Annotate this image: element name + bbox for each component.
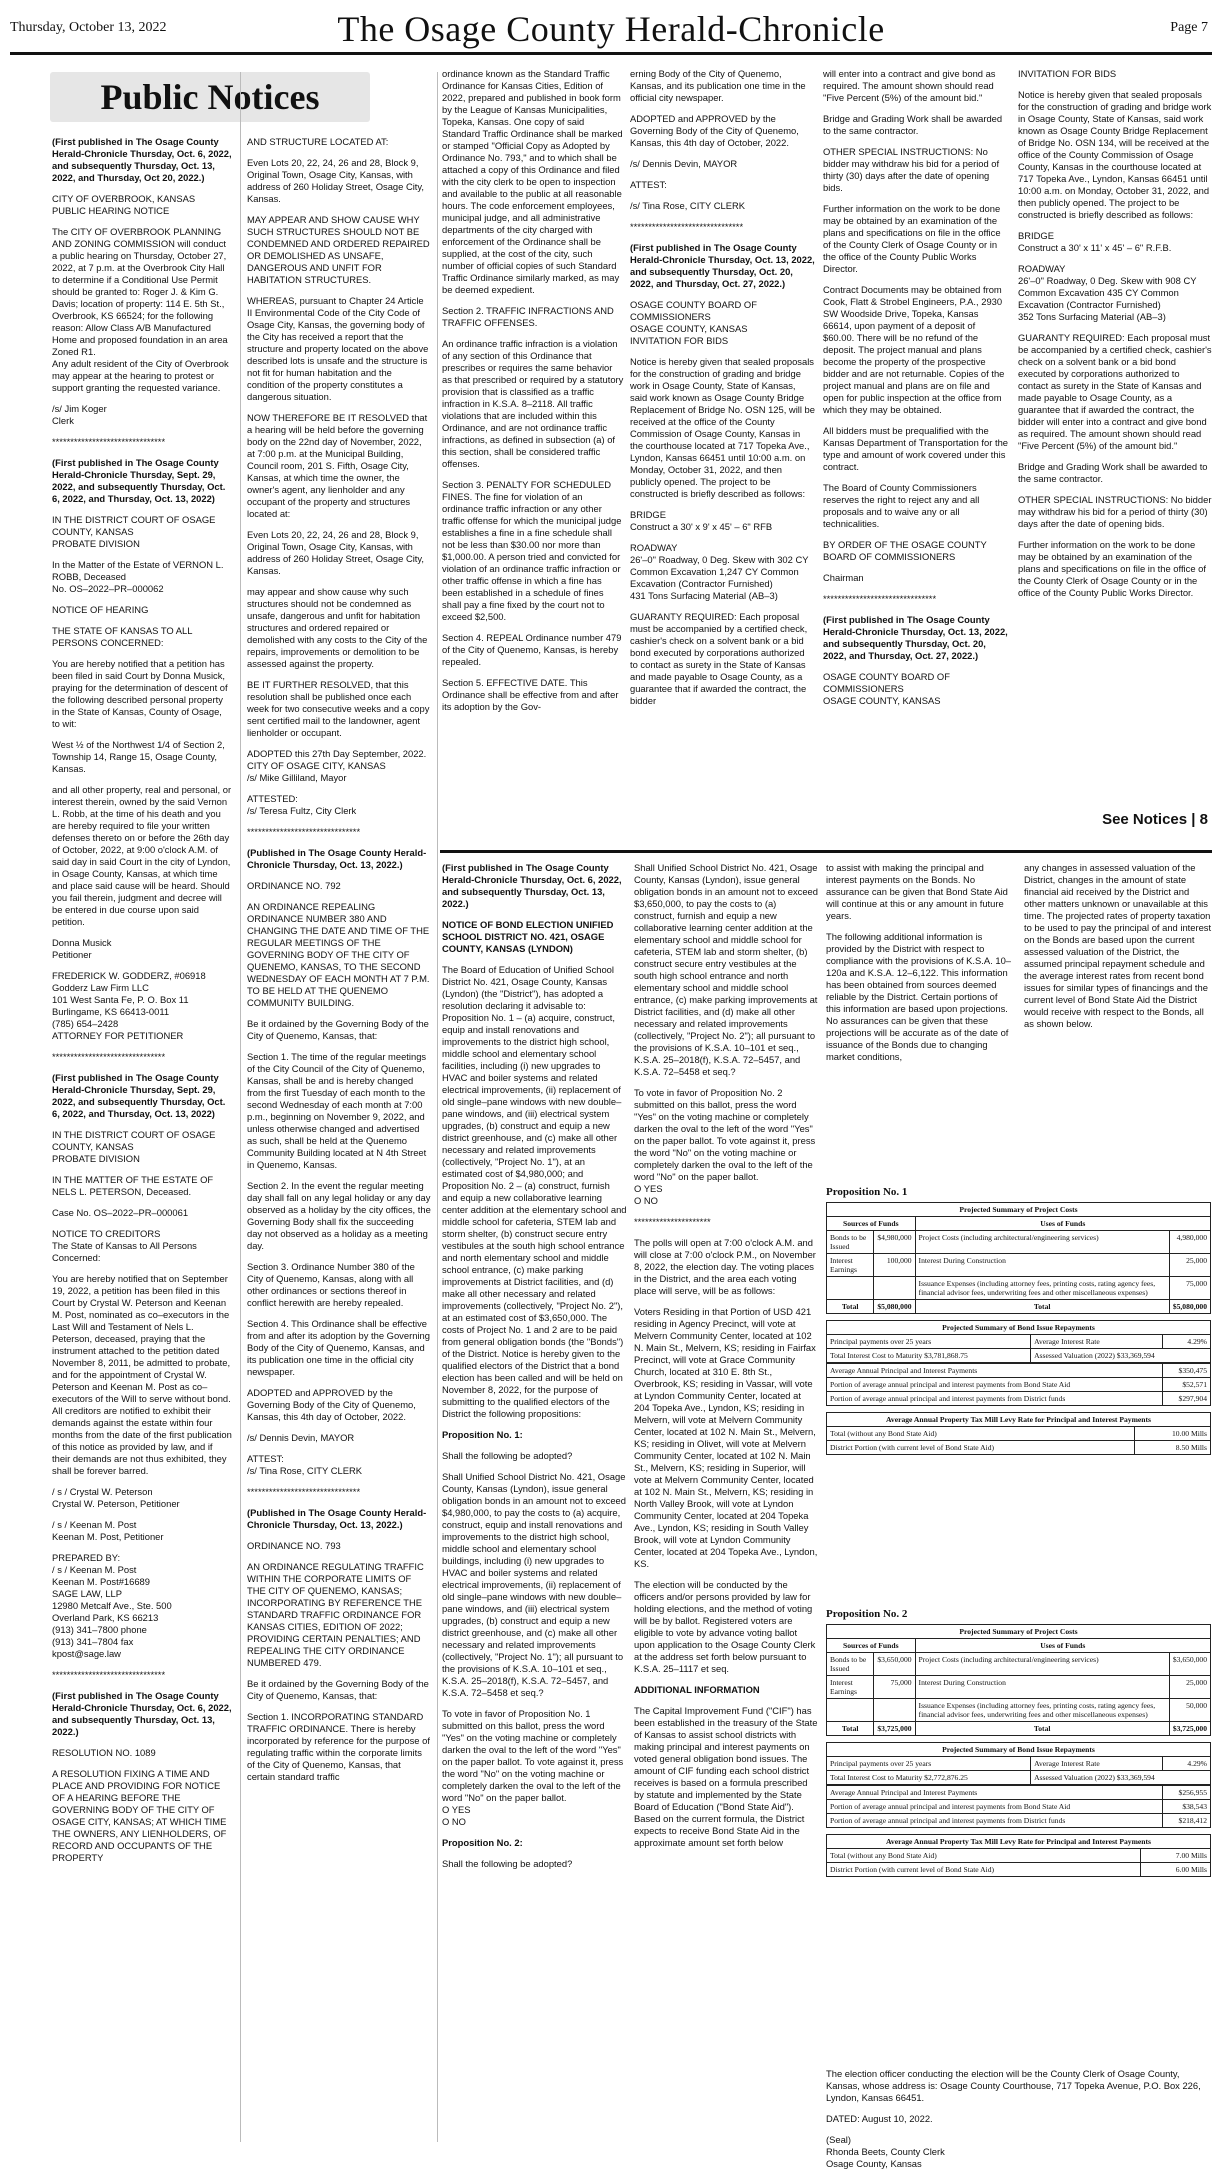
notice-paragraph: CITY OF OVERBROOK, KANSAS PUBLIC HEARING NOTICE bbox=[52, 193, 196, 216]
notice-paragraph: Shall the following be adopted? bbox=[442, 1450, 573, 1461]
table-cell: $5,080,000 bbox=[1169, 1300, 1210, 1314]
table-cell: Assessed Valuation (2022) $33,369,594 bbox=[1031, 1771, 1211, 1785]
notice-paragraph: NOTICE TO CREDITORS The State of Kansas to All Persons Concerned: bbox=[52, 1228, 197, 1263]
notice-paragraph: The polls will open at 7:00 o'clock A.M. and will close at 7:00 o'clock P.M., on November 8, 2022, the election day. The voting places in the District, and the area each voting place will serve, will be as follows: bbox=[634, 1237, 816, 1296]
notice-paragraph: ROADWAY 26'–0" Roadway, 0 Deg. Skew with 908 CY Common Excavation 435 CY Common Excavation (Contractor Furnished) 352 Tons Surfacing Material (AB–3) bbox=[1018, 263, 1197, 322]
notice-paragraph: INVITATION FOR BIDS bbox=[1018, 68, 1117, 79]
table-cell: $297,904 bbox=[1162, 1392, 1210, 1406]
notice-paragraph: You are hereby notified that a petition has been filed in said Court by Donna Musick, praying for the determination of descent of the following described personal property in the State of Kansas, County of Osage, to wit: bbox=[52, 658, 228, 729]
notice-paragraph: Be it ordained by the Governing Body of the City of Quenemo, Kansas, that: bbox=[247, 1678, 429, 1701]
table-cell: 4.29% bbox=[1162, 1335, 1210, 1349]
notice-paragraph: PREPARED BY: / s / Keenan M. Post Keenan M. Post#16689 SAGE LAW, LLP 12980 Metcalf Ave., Ste. 500 Overland Park, KS 66213 (913) 341–7800 phone (913) 341–7804 fax kpost@sage.law bbox=[52, 1552, 172, 1659]
notice-paragraph: Even Lots 20, 22, 24, 26 and 28, Block 9, Original Town, Osage City, Kansas, with address of 260 Holiday Street, Osage City, Kansas. bbox=[247, 529, 424, 576]
notice-paragraph: The Board of County Commissioners reserves the right to reject any and all proposals and to waive any or all technicalities. bbox=[823, 482, 980, 529]
notice-paragraph: OSAGE COUNTY BOARD OF COMMISSIONERS OSAGE COUNTY, KANSAS INVITATION FOR BIDS bbox=[630, 299, 757, 346]
notice-paragraph: ORDINANCE NO. 793 bbox=[247, 1540, 341, 1551]
issue-date: Thursday, October 13, 2022 bbox=[10, 20, 167, 35]
table-cell: 25,000 bbox=[1169, 1254, 1210, 1277]
table-cell: $5,080,000 bbox=[874, 1300, 915, 1314]
notice-paragraph: THE STATE OF KANSAS TO ALL PERSONS CONCERNED: bbox=[52, 625, 193, 648]
table-cell bbox=[874, 1699, 915, 1722]
data-table bbox=[826, 1320, 1211, 1363]
notice-paragraph: Case No. OS–2022–PR–000061 bbox=[52, 1207, 189, 1218]
column-divider bbox=[437, 72, 438, 2142]
table-cell: Total Interest Cost to Maturity $2,772,876.25 bbox=[827, 1771, 1031, 1785]
table-cell: Issuance Expenses (including attorney fees, printing costs, rating agency fees, financial advisor fees, underwriting fees and other miscellaneous expenses) bbox=[915, 1277, 1169, 1300]
table-cell: Interest Earnings bbox=[827, 1254, 874, 1277]
notice-paragraph: Section 3. Ordinance Number 380 of the City of Quenemo, Kansas, along with all other ordinances or sections thereof in conflict herewith are hereby repealed. bbox=[247, 1261, 415, 1308]
notice-paragraph: The election will be conducted by the officers and/or persons provided by law for holding elections, and the method of voting will be by ballot. Registered voters are eligible to vote by advance voting ballot upon application to the Osage County Clerk at the address set forth below pursuant to K.S.A. 25–1117 et seq. bbox=[634, 1579, 816, 1674]
notice-paragraph: Shall Unified School District No. 421, Osage County, Kansas (Lyndon), issue general obligation bonds in an amount not to exceed $3,650,000, to pay the costs to (a) construct, furnish and equip a new collaborative learning center addition at the elementary school and middle school for cafeteria, STEM lab and storm shelter, (b) construct secure entry vestibules at the south high school entrance and north elementary school and middle school entrance, (c) make parking improvements at District facilities, and (d) make all other necessary and related improvements (collectively, "Project No. 2"); all pursuant to the provisions of K.S.A. 10–101 et seq., K.S.A. 25–2018(f), K.S.A. 72–5457, and K.S.A. 72–5458 et seq.? bbox=[634, 862, 818, 1077]
data-table bbox=[826, 1742, 1211, 1785]
column-11 bbox=[826, 2068, 1212, 2169]
table-row bbox=[827, 1217, 1211, 1231]
table-cell: 100,000 bbox=[874, 1254, 915, 1277]
notice-paragraph: To vote in favor of Proposition No. 2 submitted on this ballot, press the word "Yes" on the voting machine or completely darken the oval to the left of the word "Yes" on the paper ballot. To vote against it, press the word "No" on the voting machine or completely darken the oval to the left of the word "No" on the paper ballot. O YES O NO bbox=[634, 1087, 816, 1206]
column-1 bbox=[52, 136, 232, 2146]
notice-paragraph: Chairman bbox=[823, 572, 864, 583]
table-cell: $256,955 bbox=[1162, 1786, 1210, 1800]
table-row bbox=[827, 1771, 1211, 1785]
notice-paragraph: ATTEST: /s/ Tina Rose, CITY CLERK bbox=[247, 1453, 362, 1476]
table-cell: Projected Summary of Project Costs bbox=[827, 1625, 1211, 1639]
table-cell: $4,980,000 bbox=[874, 1231, 915, 1254]
table-cell: Portion of average annual principal and interest payments from District funds bbox=[827, 1814, 1163, 1828]
notice-paragraph: Section 4. This Ordinance shall be effective from and after its adoption by the Governing Body of the City of Quenemo, Kansas, and its publication one time in the official city newspaper. bbox=[247, 1318, 430, 1377]
notice-paragraph: / s / Keenan M. Post Keenan M. Post, Petitioner bbox=[52, 1519, 164, 1542]
notice-paragraph: BE IT FURTHER RESOLVED, that this resolution shall be published once each week for two consecutive weeks and a copy sent certified mail to the landowner, agent lienholder or occupant. bbox=[247, 679, 430, 738]
notice-paragraph: IN THE MATTER OF THE ESTATE OF NELS L. PETERSON, Deceased. bbox=[52, 1174, 214, 1197]
column-8 bbox=[634, 862, 818, 2147]
notice-paragraph: ATTEST: bbox=[630, 179, 667, 190]
notice-paragraph: ******************************* bbox=[823, 593, 937, 604]
notice-paragraph: erning Body of the City of Quenemo, Kansas, and its publication one time in the official city newspaper. bbox=[630, 68, 806, 103]
notice-paragraph: ********************* bbox=[634, 1216, 711, 1227]
notice-paragraph: ORDINANCE NO. 792 bbox=[247, 880, 341, 891]
notice-paragraph: RESOLUTION NO. 1089 bbox=[52, 1747, 156, 1758]
see-notices bbox=[1018, 808, 1208, 838]
notice-paragraph: Contract Documents may be obtained from Cook, Flatt & Strobel Engineers, P.A., 2930 SW Woodside Drive, Topeka, Kansas 66614, upon payment of a deposit of $60.00. There will be no refund of the deposit. The project manual and plans become the property of the prospective bidder and are not returnable. Copies of the project manual and plans are on file and open for public inspection at the office from which they may be obtained. bbox=[823, 284, 1005, 415]
table-cell: $3,650,000 bbox=[874, 1653, 915, 1676]
data-table bbox=[826, 1412, 1211, 1455]
notice-paragraph: ADOPTED and APPROVED by the Governing Body of the City of Quenemo, Kansas, this 4th day of October, 2022. bbox=[630, 113, 799, 148]
notice-paragraph: Bridge and Grading Work shall be awarded to the same contractor. bbox=[823, 113, 1003, 136]
notice-paragraph: WHEREAS, pursuant to Chapter 24 Article II Environmental Code of the City Code of Osage City, Kansas, the governing body of the City has received a report that the structure and property located on the above described lots is unsafe and the structure is not fit for human habitation and the condition of the property constitutes a dangerous situation. bbox=[247, 295, 429, 402]
table-cell: Assessed Valuation (2022) $33,369,594 bbox=[1031, 1349, 1211, 1363]
table-cell: $3,725,000 bbox=[874, 1722, 915, 1736]
column-10 bbox=[1024, 862, 1212, 1182]
proposition-heading: Proposition No. 1 bbox=[826, 1186, 908, 1198]
page-number: Page 7 bbox=[1170, 20, 1208, 35]
notice-paragraph: and all other property, real and personal, or interest therein, owned by the said Vernon L. Robb, at the time of his death and you are hereby required to file your written defenses thereto on or before the 26th day of October, 2022, at 9:00 o'clock A.M. of said day in said Court in the city of Lyndon, in Osage County, Kansas, at which time and place said cause will be heard. Should you fail therein, judgment and decree will be entered in due course upon said petition. bbox=[52, 784, 232, 927]
table-cell: $38,543 bbox=[1162, 1800, 1210, 1814]
table-cell: Average Interest Rate bbox=[1031, 1335, 1163, 1349]
table-row bbox=[827, 1786, 1211, 1800]
notice-paragraph: GUARANTY REQUIRED: Each proposal must be accompanied by a certified check, cashier's check on a solvent bank or a bid bond executed by corporations authorized to contact as surety in the State of Kansas and made payable to Osage County, as a guarantee that if awarded the contract, the bidder will enter into a contract and give bond as required. The amount shown should read "Five Percent (5%) of the amount bid." bbox=[1018, 332, 1212, 451]
table-cell: 7.00 Mills bbox=[1140, 1849, 1210, 1863]
notice-paragraph: NOW THEREFORE BE IT RESOLVED that a hearing will be held before the governing body on the 22nd day of November, 2022, at 7:00 p.m. at the Municipal Building, Council room, 201 S. Fifth, Osage City, Kansas, at which time the owner, the owner's agent, any lienholder and any occupant of the property and structures located at: bbox=[247, 412, 428, 519]
notice-paragraph: /s/ Jim Koger Clerk bbox=[52, 403, 107, 426]
column-divider bbox=[240, 72, 241, 2142]
table-cell: Project Costs (including architectural/engineering services) bbox=[915, 1231, 1169, 1254]
table-cell: Portion of average annual principal and interest payments from Bond State Aid bbox=[827, 1378, 1163, 1392]
table-cell bbox=[827, 1699, 874, 1722]
table-row bbox=[827, 1335, 1211, 1349]
table-cell: Average Annual Property Tax Mill Levy Rate for Principal and Interest Payments bbox=[827, 1835, 1211, 1849]
data-table bbox=[826, 1202, 1211, 1314]
notice-paragraph: AND STRUCTURE LOCATED AT: bbox=[247, 136, 389, 147]
notice-paragraph: ordinance known as the Standard Traffic Ordinance for Kansas Cities, Edition of 2022, prepared and published in book form by the League of Kansas Municipalities, Topeka, Kansas. One copy of said Standard Traffic Ordinance shall be marked or stamped "Official Copy as Adopted by Ordinance No. 793," and to which shall be attached a copy of this Ordinance and filed with the city clerk to be open to inspection and available to the public at all reasonable hours. The code enforcement employees, municipal judge, and all administrative departments of the city charged with enforcement of the Ordinance shall be supplied, at the cost of the city, such number of official copies of such Standard Traffic Ordinance similarly marked, as may be deemed expedient. bbox=[442, 68, 623, 295]
proposition-2-tables bbox=[826, 1608, 1211, 1877]
table-cell: Bonds to be Issued bbox=[827, 1231, 874, 1254]
table-row bbox=[827, 1392, 1211, 1406]
table-row bbox=[827, 1378, 1211, 1392]
table-row bbox=[827, 1653, 1211, 1676]
table-row bbox=[827, 1757, 1211, 1771]
table-cell: 4.29% bbox=[1162, 1757, 1210, 1771]
notice-paragraph: IN THE DISTRICT COURT OF OSAGE COUNTY, KANSAS PROBATE DIVISION bbox=[52, 514, 216, 549]
notice-paragraph: OTHER SPECIAL INSTRUCTIONS: No bidder may withdraw his bid for a period of thirty (30) days after the date of opening bids. bbox=[1018, 494, 1212, 529]
masthead: The Osage County Herald-Chronicle bbox=[337, 9, 885, 49]
page-header bbox=[0, 0, 1222, 64]
notice-paragraph: (Published in The Osage County Herald-Chronicle Thursday, Oct. 13, 2022.) bbox=[247, 1507, 427, 1530]
notice-paragraph: (First published in The Osage County Herald-Chronicle Thursday, Oct. 6, 2022, and subsequently Thursday, Oct. 13, 2022.) bbox=[52, 1690, 232, 1737]
table-cell: 10.00 Mills bbox=[1135, 1427, 1211, 1441]
notice-paragraph: MAY APPEAR AND SHOW CAUSE WHY SUCH STRUCTURES SHOULD NOT BE CONDEMNED AND ORDERED REPAIRED OR DEMOLISHED AS UNSAFE, DANGEROUS AND UNFIT FOR HABITATION STRUCTURES. bbox=[247, 214, 430, 285]
column-9 bbox=[826, 862, 1014, 1182]
table-cell: $3,725,000 bbox=[1169, 1722, 1210, 1736]
notice-paragraph: may appear and show cause why such structures should not be condemned as unsafe, dangerous and unfit for habitation structures and ordered repaired or demolished with any costs to the City of the repairs, improvements or demolition to be assessed against the property. bbox=[247, 586, 428, 669]
table-cell: $350,475 bbox=[1162, 1364, 1210, 1378]
notice-paragraph: (Seal) Rhonda Beets, County Clerk Osage County, Kansas bbox=[826, 2134, 945, 2169]
data-table bbox=[826, 1624, 1211, 1736]
table-row bbox=[827, 1676, 1211, 1699]
proposition-heading: Proposition No. 2 bbox=[826, 1608, 908, 1620]
table-cell: Average Annual Property Tax Mill Levy Rate for Principal and Interest Payments bbox=[827, 1413, 1211, 1427]
notice-paragraph: BRIDGE Construct a 30' x 9' x 45' – 6" RFB bbox=[630, 509, 773, 532]
table-row bbox=[827, 1625, 1211, 1639]
table-row bbox=[827, 1722, 1211, 1736]
notice-paragraph: to assist with making the principal and interest payments on the Bonds. No assurance can be given that Bond State Aid will continue at this or any amount in future years. bbox=[826, 862, 1008, 921]
column-3 bbox=[442, 68, 624, 843]
notice-paragraph: DATED: August 10, 2022. bbox=[826, 2113, 933, 2124]
see-notices-link[interactable]: See Notices | 8 bbox=[1102, 811, 1208, 828]
column-6 bbox=[1018, 68, 1212, 803]
notice-paragraph: FREDERICK W. GODDERZ, #06918 Godderz Law Firm LLC 101 West Santa Fe, P. O. Box 11 Burlingame, KS 66413-0011 (785) 654–2428 ATTORNEY FOR PETITIONER bbox=[52, 970, 206, 1041]
section-rule bbox=[440, 850, 1212, 853]
table-cell: Principal payments over 25 years bbox=[827, 1335, 1031, 1349]
notice-paragraph: You are hereby notified that on September 19, 2022, a petition has been filed in this Court by Crystal W. Peterson and Keenan M. Post, nominated as co–executors in the Last Will and Testament of Nels L. Peterson, deceased, praying that the instrument attached to the petition dated November 8, 2011, be admitted to probate, and for the appointment of Crystal W. Peterson and Keenan M. Post as co–executors of the Will to serve without bond. All creditors are notified to exhibit their demands against the estate within four months from the date of the first publication of this notice as provided by law, and if their demands are not thus exhibited, they shall be forever barred. bbox=[52, 1273, 232, 1476]
notice-paragraph: ADOPTED this 27th Day September, 2022. CITY OF OSAGE CITY, KANSAS /s/ Mike Gilliland, Mayor bbox=[247, 748, 427, 783]
notice-paragraph: The Capital Improvement Fund ("CIF") has been established in the treasury of the State of Kansas to assist school districts with making principal and interest payments on voted general obligation bond issues. The amount of CIF funding each school district receives is based on a formula prescribed by statute and implemented by the State Board of Education ("Bond State Aid"). Based on the current formula, the District expects to receive Bond State Aid in the approximate amount set forth below bbox=[634, 1705, 818, 1848]
notice-paragraph: ADDITIONAL INFORMATION bbox=[634, 1684, 760, 1695]
notice-paragraph: ******************************* bbox=[52, 1051, 166, 1062]
notice-paragraph: Further information on the work to be done may be obtained by an examination of the plans and specifications on file in the office of the County Clerk of Osage County or in the office of the County Public Works Director. bbox=[823, 203, 1001, 274]
notice-paragraph: (First published in The Osage County Herald-Chronicle Thursday, Sept. 29, 2022, and subsequently Thursday, Oct. 6, 2022, and Thursday, Oct. 13, 2022) bbox=[52, 1072, 226, 1119]
table-cell: Total bbox=[827, 1722, 874, 1736]
table-cell: $52,571 bbox=[1162, 1378, 1210, 1392]
table-cell: Total bbox=[915, 1722, 1169, 1736]
table-cell: Project Costs (including architectural/engineering services) bbox=[915, 1653, 1169, 1676]
table-cell: 50,000 bbox=[1169, 1699, 1210, 1722]
notice-paragraph: /s/ Tina Rose, CITY CLERK bbox=[630, 200, 745, 211]
table-cell bbox=[874, 1277, 915, 1300]
table-cell: Total (without any Bond State Aid) bbox=[827, 1427, 1135, 1441]
table-cell: Interest During Construction bbox=[915, 1676, 1169, 1699]
notice-paragraph: The CITY OF OVERBROOK PLANNING AND ZONING COMMISSION will conduct a public hearing on Thursday, October 27, 2022, at 7 p.m. at the Overbrook City Hall to determine if a Conditional Use Permit should be granted to: Roger J. & Kim G. Davis; location of property: 114 E. 5th St., Overbrook, KS 66524; for the following reason: Allow Class A/B Manufactured Home and proposed foundation in an area Zoned R1. Any adult resident of the City of Overbrook may appear at the hearing to protest or support granting the requested variance. bbox=[52, 226, 229, 393]
notice-paragraph: (First published in The Osage County Herald-Chronicle Thursday, Oct. 13, 2022, and subsequently Thursday, Oct. 20, 2022, and Thursday, Oct. 27, 2022.) bbox=[630, 242, 815, 289]
notice-paragraph: any changes in assessed valuation of the District, changes in the amount of state financial aid received by the District and other matters unknown or unavailable at this time. The projected rates of property taxation to be used to pay the principal of and interest on the Bonds are based upon the current assessed valuation of the District, the assumed principal repayment schedule and the average interest rates from recent bond issues for similar types of financings and the current level of Bond State Aid the District would receive with respect to the Bonds, all as shown below. bbox=[1024, 862, 1212, 1029]
notice-paragraph: ******************************* bbox=[630, 221, 744, 232]
table-cell: Uses of Funds bbox=[915, 1639, 1210, 1653]
notice-paragraph: Bridge and Grading Work shall be awarded to the same contractor. bbox=[1018, 461, 1208, 484]
notice-paragraph: AN ORDINANCE REPEALING ORDINANCE NUMBER 380 AND CHANGING THE DATE AND TIME OF THE REGULAR MEETINGS OF THE GOVERNING BODY OF THE CITY OF QUENEMO, KANSAS, TO THE SECOND WEDNESDAY OF EACH MONTH AT 7 P.M. TO BE HELD AT THE QUENEMO COMMUNITY BUILDING. bbox=[247, 901, 430, 1008]
notice-paragraph: OSAGE COUNTY BOARD OF COMMISSIONERS OSAGE COUNTY, KANSAS bbox=[823, 671, 950, 706]
notice-paragraph: Section 1. The time of the regular meetings of the City Council of the City of Quenemo, Kansas, shall be and is hereby changed from the first Tuesday of each month to the second Wednesday of each month at 7:00 p.m., beginning on November 9, 2022, and unless otherwise changed and advertised as such, shall be held at the Quenemo Community Building located at N 4th Street in Quenemo, Kansas. bbox=[247, 1051, 427, 1170]
table-cell: $3,650,000 bbox=[1169, 1653, 1210, 1676]
table-cell: Projected Summary of Project Costs bbox=[827, 1203, 1211, 1217]
table-row bbox=[827, 1639, 1211, 1653]
column-5 bbox=[823, 68, 1008, 843]
table-row bbox=[827, 1277, 1211, 1300]
table-cell: 8.50 Mills bbox=[1135, 1441, 1211, 1455]
table-cell: Sources of Funds bbox=[827, 1217, 916, 1231]
notice-paragraph: Section 1. INCORPORATING STANDARD TRAFFIC ORDINANCE. There is hereby incorporated by reference for the purpose of regulating traffic within the corporate limits of the City of Quenemo, Kansas, that certain standard traffic bbox=[247, 1711, 430, 1782]
notice-paragraph: (Published in The Osage County Herald-Chronicle Thursday, Oct. 13, 2022.) bbox=[247, 847, 427, 870]
table-row bbox=[827, 1849, 1211, 1863]
notice-paragraph: Voters Residing in that Portion of USD 421 residing in Agency Precinct, will vote at Melvern Community Center, located at 102 N. Main St., Melvern, KS; residing in Fairfax Precinct, will vote at Grace Community Church, located at 310 E. 8th St., Overbrook, KS; residing in Vassar, will vote at Lyndon Community Center, located at 204 Topeka Ave., Lyndon, KS; residing in Melvern, will vote at Melvern Community Center, located at 102 N. Main St., Melvern, KS; residing in Olivet, will vote at Melvern Community Center, located at 102 N. Main St., Melvern, KS; residing in Superior, will vote at Melvern Community Center, located at 102 N. Main St., Melvern, KS; residing in North Valley Brook, will vote at Lyndon Community Center, located at 204 Topeka Ave., Lyndon, KS; residing in South Valley Brook, will vote at Lyndon Community Center, located at 204 Topeka Ave., Lyndon, KS. bbox=[634, 1306, 818, 1569]
table-cell: Total bbox=[827, 1300, 874, 1314]
notice-paragraph: Shall the following be adopted? bbox=[442, 1858, 573, 1869]
data-table bbox=[826, 1363, 1211, 1406]
notice-paragraph: /s/ Dennis Devin, MAYOR bbox=[630, 158, 738, 169]
notice-paragraph: The following additional information is provided by the District with respect to compliance with the provisions of K.S.A. 10–120a and K.S.A. 12–6,122. This information has been obtained from sources deemed reliable by the District. Certain portions of this information are based upon projections. No assurances can be given that these projections will be accurate as of the date of issuance of the Bonds due to changing market conditions, bbox=[826, 931, 1011, 1062]
notice-paragraph: Section 3. PENALTY FOR SCHEDULED FINES. The fine for violation of an ordinance traffic infraction or any other traffic offense for which the municipal judge establishes a fine in a fine schedule shall not be less than $30.00 nor more than $1,000.00. A person tried and convicted for violation of an ordinance traffic infraction or other traffic offense in which a fine has been established in a schedule of fines shall pay a fine fixed by the court not to exceed $2,500. bbox=[442, 479, 622, 622]
notice-paragraph: OTHER SPECIAL INSTRUCTIONS: No bidder may withdraw his bid for a period of thirty (30) days after the date of opening bids. bbox=[823, 146, 1000, 193]
notice-paragraph: Notice is hereby given that sealed proposals for the construction of grading and bridge work in Osage County, State of Kansas, said work known as Osage County Bridge Replacement of Bridge No. OSN 125, will be received at the office of the County Commission of Osage County, Kansas in the courthouse located at 717 Topeka Ave., Lyndon, Kansas 66451 until 10:00 a.m. on Monday, October 31, 2022, and then publicly opened. The project to be constructed is briefly described as follows: bbox=[630, 356, 815, 499]
header-rule bbox=[10, 52, 1212, 55]
table-row bbox=[827, 1254, 1211, 1277]
table-cell: Average Annual Principal and Interest Payments bbox=[827, 1786, 1163, 1800]
table-cell: Projected Summary of Bond Issue Repayments bbox=[827, 1321, 1211, 1335]
table-cell: Interest During Construction bbox=[915, 1254, 1169, 1277]
table-cell: Average Annual Principal and Interest Payments bbox=[827, 1364, 1163, 1378]
notice-paragraph: Notice is hereby given that sealed proposals for the construction of grading and bridge work in Osage County, State of Kansas, said work known as Osage County Bridge Replacement of Bridge No. OSN 134, will be received at the office of the County Commission of Osage County, Kansas in the courthouse located at 717 Topeka Ave., Lyndon, Kansas 66451 until 10:00 a.m. on Monday, October 31, 2022, and then publicly opened. The project to be constructed is briefly described as follows: bbox=[1018, 89, 1212, 220]
table-row bbox=[827, 1800, 1211, 1814]
notice-paragraph: BY ORDER OF THE OSAGE COUNTY BOARD OF COMMISSIONERS bbox=[823, 539, 987, 562]
notice-paragraph: Section 4. REPEAL Ordinance number 479 of the City of Quenemo, Kansas, is hereby repealed. bbox=[442, 632, 622, 667]
column-7 bbox=[442, 862, 627, 2147]
notice-paragraph: ******************************* bbox=[52, 1669, 166, 1680]
table-cell: 75,000 bbox=[874, 1676, 915, 1699]
notice-paragraph: Be it ordained by the Governing Body of the City of Quenemo, Kansas, that: bbox=[247, 1018, 429, 1041]
proposition-1-tables bbox=[826, 1186, 1211, 1455]
table-cell: 4,980,000 bbox=[1169, 1231, 1210, 1254]
notice-paragraph: Section 2. TRAFFIC INFRACTIONS AND TRAFFIC OFFENSES. bbox=[442, 305, 614, 328]
notice-paragraph: ******************************* bbox=[247, 826, 361, 837]
notice-paragraph: IN THE DISTRICT COURT OF OSAGE COUNTY, KANSAS PROBATE DIVISION bbox=[52, 1129, 216, 1164]
data-table bbox=[826, 1785, 1211, 1828]
table-cell: Bonds to be Issued bbox=[827, 1653, 874, 1676]
table-row bbox=[827, 1427, 1211, 1441]
table-row bbox=[827, 1364, 1211, 1378]
table-cell: 75,000 bbox=[1169, 1277, 1210, 1300]
table-cell: $218,412 bbox=[1162, 1814, 1210, 1828]
table-row bbox=[827, 1814, 1211, 1828]
table-cell: District Portion (with current level of Bond State Aid) bbox=[827, 1863, 1141, 1877]
table-cell bbox=[827, 1277, 874, 1300]
notice-paragraph: AN ORDINANCE REGULATING TRAFFIC WITHIN THE CORPORATE LIMITS OF THE CITY OF QUENEMO, KANSAS; INCORPORATING BY REFERENCE THE STANDARD TRAFFIC ORDINANCE FOR KANSAS CITIES, EDITION OF 2022; PROVIDING CERTAIN PENALTIES; AND REPEALING THE CITY ORDINANCE NUMBERED 479. bbox=[247, 1561, 424, 1668]
notice-paragraph: West ½ of the Northwest 1/4 of Section 2, Township 14, Range 15, Osage County, Kansas. bbox=[52, 739, 225, 774]
notice-paragraph: A RESOLUTION FIXING A TIME AND PLACE AND PROVIDING FOR NOTICE OF A HEARING BEFORE THE GOVERNING BODY OF THE CITY OF OSAGE CITY, KANSAS; AT WHICH TIME THE OWNERS, ANY LIENHOLDERS, OF RECORD AND OCCUPANTS OF THE PROPERTY bbox=[52, 1768, 227, 1863]
notice-paragraph: NOTICE OF HEARING bbox=[52, 604, 149, 615]
notice-paragraph: /s/ Dennis Devin, MAYOR bbox=[247, 1432, 355, 1443]
notice-paragraph: GUARANTY REQUIRED: Each proposal must be accompanied by a certified check, cashier's check on a solvent bank or a bid bond executed by corporations authorized to contact as surety in the State of Kansas and made payable to Osage County, as a guarantee that if awarded the contract, the bidder bbox=[630, 611, 808, 706]
table-row bbox=[827, 1699, 1211, 1722]
table-row bbox=[827, 1349, 1211, 1363]
table-row bbox=[827, 1863, 1211, 1877]
table-row bbox=[827, 1743, 1211, 1757]
column-4 bbox=[630, 68, 815, 843]
table-cell: 6.00 Mills bbox=[1140, 1863, 1210, 1877]
table-cell: 25,000 bbox=[1169, 1676, 1210, 1699]
notice-paragraph: (First published in The Osage County Herald-Chronicle Thursday, Oct. 13, 2022, and subsequently Thursday, Oct. 20, 2022, and Thursday, Oct. 27, 2022.) bbox=[823, 614, 1008, 661]
notice-paragraph: Even Lots 20, 22, 24, 26 and 28, Block 9, Original Town, Osage City, Kansas, with address of 260 Holiday Street, Osage City, Kansas. bbox=[247, 157, 424, 204]
notice-paragraph: Donna Musick Petitioner bbox=[52, 937, 112, 960]
notice-paragraph: Proposition No. 2: bbox=[442, 1837, 523, 1848]
table-cell: Total (without any Bond State Aid) bbox=[827, 1849, 1141, 1863]
table-row bbox=[827, 1441, 1211, 1455]
table-row bbox=[827, 1321, 1211, 1335]
notice-paragraph: Section 2. In the event the regular meeting day shall fall on any legal holiday or any day observed as a holiday by the city offices, the Governing Body shall fix the succeeding day not observed as a holiday as a meeting day. bbox=[247, 1180, 431, 1251]
notice-paragraph: BRIDGE Construct a 30' x 11' x 45' – 6" R.F.B. bbox=[1018, 230, 1172, 253]
notice-paragraph: ADOPTED and APPROVED by the Governing Body of the City of Quenemo, Kansas, this 4th day of October, 2022. bbox=[247, 1387, 416, 1422]
notice-paragraph: (First published in The Osage County Herald-Chronicle Thursday, Oct. 6, 2022, and subsequently Thursday, Oct. 13, 2022.) bbox=[442, 862, 622, 909]
table-cell: Issuance Expenses (including attorney fees, printing costs, rating agency fees, financial advisor fees, underwriting fees and other miscellaneous expenses) bbox=[915, 1699, 1169, 1722]
table-row bbox=[827, 1203, 1211, 1217]
notice-paragraph: / s / Crystal W. Peterson Crystal W. Peterson, Petitioner bbox=[52, 1486, 180, 1509]
notice-paragraph: All bidders must be prequalified with the Kansas Department of Transportation for the type and amount of work covered under this contract. bbox=[823, 425, 1008, 472]
table-cell: Total Interest Cost to Maturity $3,781,868.75 bbox=[827, 1349, 1031, 1363]
table-row bbox=[827, 1413, 1211, 1427]
notice-paragraph: NOTICE OF BOND ELECTION UNIFIED SCHOOL DISTRICT NO. 421, OSAGE COUNTY, KANSAS (LYNDON) bbox=[442, 919, 614, 954]
table-row bbox=[827, 1300, 1211, 1314]
notice-paragraph: The election officer conducting the election will be the County Clerk of Osage County, Kansas, whose address is: Osage County Courthouse, 717 Topeka Avenue, P.O. Box 226, Lyndon, Kansas 66451. bbox=[826, 2068, 1201, 2103]
notice-paragraph: (First published in The Osage County Herald-Chronicle Thursday, Sept. 29, 2022, and subsequently Thursday, Oct. 6, 2022, and Thursday, Oct. 13, 2022) bbox=[52, 457, 226, 504]
notice-paragraph: will enter into a contract and give bond as required. The amount shown should read "Five Percent (5%) of the amount bid." bbox=[823, 68, 996, 103]
notice-paragraph: Further information on the work to be done may be obtained by an examination of the plans and specifications on file in the office of the County Clerk of Osage County or in the office of the County Public Works Director. bbox=[1018, 539, 1206, 598]
table-cell: Average Interest Rate bbox=[1031, 1757, 1163, 1771]
table-cell: Portion of average annual principal and interest payments from Bond State Aid bbox=[827, 1800, 1163, 1814]
notice-paragraph: ******************************* bbox=[247, 1486, 361, 1497]
table-cell: Portion of average annual principal and interest payments from District funds bbox=[827, 1392, 1163, 1406]
notice-paragraph: ROADWAY 26'–0" Roadway, 0 Deg. Skew with 302 CY Common Excavation 1,247 CY Common Excavation (Contractor Furnished) 431 Tons Surfacing Material (AB–3) bbox=[630, 542, 809, 601]
table-cell: Interest Earnings bbox=[827, 1676, 874, 1699]
section-banner: Public Notices bbox=[50, 72, 370, 122]
table-cell: Total bbox=[915, 1300, 1169, 1314]
table-cell: District Portion (with current level of Bond State Aid) bbox=[827, 1441, 1135, 1455]
table-row bbox=[827, 1231, 1211, 1254]
notice-paragraph: ATTESTED: /s/ Teresa Fultz, City Clerk bbox=[247, 793, 357, 816]
notice-paragraph: Shall Unified School District No. 421, Osage County, Kansas (Lyndon), issue general obligation bonds in an amount not to exceed $4,980,000, to pay the costs to (a) acquire, construct, equip and install renovations and improvements to the district high school, middle school and elementary school buildings, including (i) new upgrades to HVAC and boiler systems and related electrical improvements, (ii) replacement of old single–pane windows with new double–pane windows, and (iii) electrical system upgrades, (b) construct and equip a new district greenhouse, and (c) make all other necessary and related improvements (collectively, "Project No. 1"); all pursuant to the provisions of K.S.A. 10–101 et seq., K.S.A. 25–2018(f), K.S.A. 72–5457, and K.S.A. 72–5458 et seq.? bbox=[442, 1471, 626, 1698]
notice-paragraph: ******************************* bbox=[52, 436, 166, 447]
data-table bbox=[826, 1834, 1211, 1877]
table-cell: Sources of Funds bbox=[827, 1639, 916, 1653]
notice-paragraph: The Board of Education of Unified School District No. 421, Osage County, Kansas (Lyndon) (the "District"), has adopted a resolution declaring it advisable to: Proposition No. 1 – (a) acquire, construct, equip and install renovations and improvements to the district high school, middle school and elementary school facilities, including (i) new upgrades to HVAC and boiler systems and related electrical improvements, (ii) replacement of old single–pane windows with new double–pane windows, and (iii) electrical system upgrades, (b) construct and equip a new district greenhouse, and (c) make all other necessary and related improvements (collectively, "Project No. 1"), at an estimated cost of $4,980,000; and Proposition No. 2 – (a) construct, furnish and equip a new collaborative learning center addition at the elementary school and middle school for cafeteria, STEM lab and storm shelter, (b) construct secure entry vestibules at the south high school entrance and north elementary school and middle school entrance, (c) make parking improvements at District facilities, and (d) make all other necessary and related improvements (collectively, "Project No. 2"), at an estimated cost of $3,650,000. The costs of Project No. 1 and 2 are to be paid from general obligation bonds (the "Bonds") of the District. Notice is hereby given to the qualified electors of the District that a bond election has been called and will be held on November 8, 2022, for the purpose of submitting to the qualified electors of the District the following propositions: bbox=[442, 964, 627, 1419]
notice-paragraph: Section 5. EFFECTIVE DATE. This Ordinance shall be effective from and after its adoption by the Gov- bbox=[442, 677, 619, 712]
notice-paragraph: To vote in favor of Proposition No. 1 submitted on this ballot, press the word "Yes" on the voting machine or completely darken the oval to the left of the word "Yes" on the paper ballot. To vote against it, press the word "No" on the voting machine or completely darken the oval to the left of the word "No" on the paper ballot. O YES O NO bbox=[442, 1708, 624, 1827]
table-row bbox=[827, 1835, 1211, 1849]
notice-paragraph: (First published in The Osage County Herald-Chronicle Thursday, Oct. 6, 2022, and subsequently Thursday, Oct. 13, 2022, and Thursday, Oct 20, 2022.) bbox=[52, 136, 232, 183]
table-cell: Principal payments over 25 years bbox=[827, 1757, 1031, 1771]
notice-paragraph: An ordinance traffic infraction is a violation of any section of this Ordinance that prescribes or requires the same behavior as that prescribed or required by a statutory provision that is classified as a traffic infraction in K.S.A. 8–2118. All traffic violations that are included within this Ordinance, and are not ordinance traffic infractions, as defined in subsection (a) of this section, shall be considered traffic offenses. bbox=[442, 338, 624, 469]
notice-paragraph: In the Matter of the Estate of VERNON L. ROBB, Deceased No. OS–2022–PR–000062 bbox=[52, 559, 224, 594]
table-cell: Projected Summary of Bond Issue Repayments bbox=[827, 1743, 1211, 1757]
column-2 bbox=[247, 136, 431, 2146]
notice-paragraph: Proposition No. 1: bbox=[442, 1429, 523, 1440]
table-cell: Uses of Funds bbox=[915, 1217, 1210, 1231]
